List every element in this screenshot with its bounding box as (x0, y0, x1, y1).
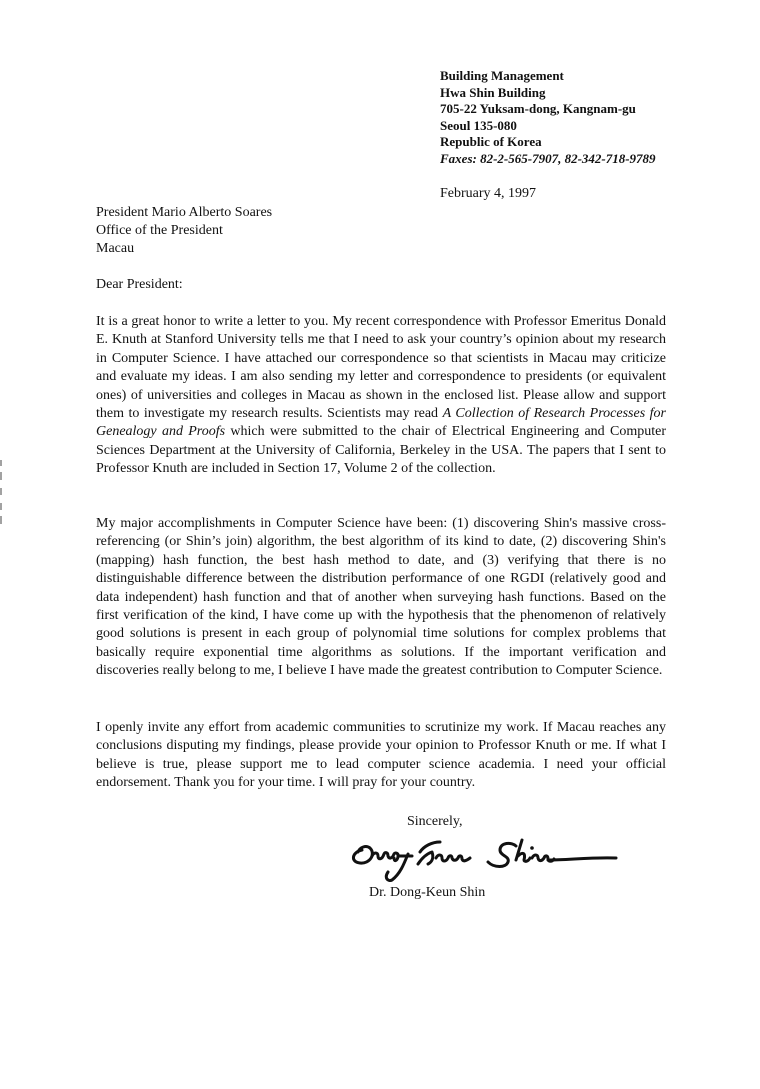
body-paragraph-3: I openly invite any effort from academic communities to scrutinize my work. If Macau reaches any conclusions disputing my findings, please provide your opinion to Professor Knuth or me. If what I believe is true, please support me to lead computer science academia. I need your official endorsement. Thank you for your time. I will pray for your country. (96, 720, 666, 791)
letterhead-line: Republic of Korea (440, 134, 542, 150)
fax-numbers: Faxes: 82-2-565-7907, 82-342-718-9789 (440, 150, 656, 166)
letter-date: February 4, 1997 (440, 186, 537, 201)
letterhead-line: Building Management (440, 68, 564, 83)
closing: Sincerely, (407, 814, 463, 829)
recipient-place: Macau (96, 241, 135, 256)
letterhead-line: Hwa Shin Building (440, 84, 546, 100)
signer-name: Dr. Dong-Keun Shin (369, 885, 486, 900)
scan-margin-mark (0, 458, 3, 526)
body-paragraph-1 (96, 313, 666, 479)
letterhead (440, 68, 656, 168)
handwritten-signature (348, 826, 620, 887)
salutation: Dear President: (96, 277, 183, 292)
body-paragraph-2: My major accomplishments in Computer Science have been: (1) discovering Shin's massive cross-referencing (or Shin’s join) algorithm, the best algorithm of its kind to date, (2) discovering Shin's (mapping) hash function, the best hash method to date, and (3) verifying that there is no distinguishable difference between the distribution performance of one RGDI (relatively good and data independent) hash function and that of another when surveying hash functions. Based on the first verification of the kind, I have come up with the hypothesis that the phenomenon of relatively good solutions is present in each group of polynomial time solutions for complex problems that basically require exponential time algorithms as solutions. If the important verification and discoveries really belong to me, I believe I have made the greatest contribution to Computer Science. (96, 516, 666, 679)
recipient-address (96, 204, 272, 258)
letterhead-line: 705-22 Yuksam-dong, Kangnam-gu (440, 101, 636, 117)
paragraph-text: It is a great honor to write a letter to you. My recent correspondence with Professor Emeritus Donald E. Knuth at Stanford University tells me that I need to ask your country’s opinion about my research in Computer Science. I have attached our correspondence so that scientists in Macau may criticize and evaluate my ideas. I am also sending my letter and correspondence to presidents (or equivalent ones) of universities and colleges in Macau as shown in the enclosed list. Please allow and support them to investigate my research results. Scientists may read (96, 314, 666, 422)
paragraph-text: which were submitted to the chair of Electrical Engineering and Computer Sciences Department at the University of California, Berkeley in the USA. The papers that I sent to Professor Knuth are included in Section 17, Volume 2 of the collection. (96, 424, 666, 477)
collection-title: A Collection of Research Processes for Genealogy and Proofs (96, 406, 667, 440)
recipient-office: Office of the President (96, 223, 223, 238)
letterhead-line: Seoul 135-080 (440, 117, 517, 133)
recipient-name: President Mario Alberto Soares (96, 205, 273, 220)
